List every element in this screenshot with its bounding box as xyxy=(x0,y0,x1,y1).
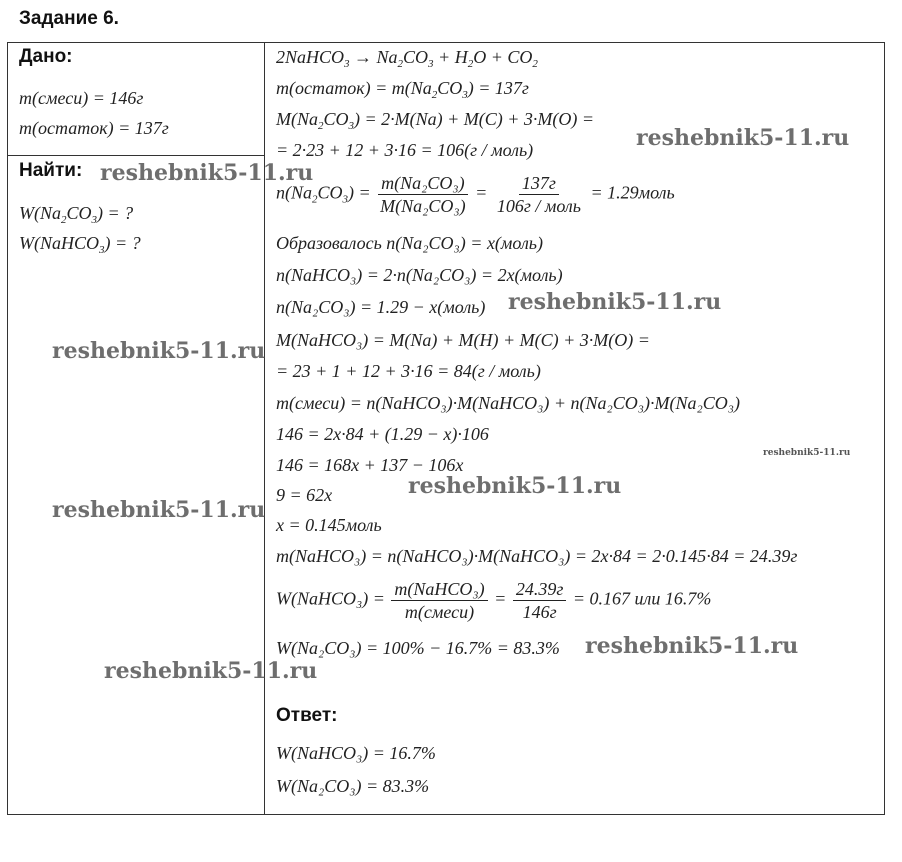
solution-line-13: 146 = 168x + 137 − 106x xyxy=(276,455,464,475)
answer-nahco3: W(NaHCO₃) = 16.7% xyxy=(276,743,436,763)
fraction-2439-over-146: $\frac{24.39г}{146г}$ xyxy=(513,579,567,622)
solution-line-11: m(смеси) = n(NaHCO₃)·M(NaHCO₃) + n(Na₂CO₃)·M(Na₂CO₃) xyxy=(276,393,741,413)
solution-table xyxy=(7,42,885,815)
find-na2co3: $W(Na_2CO_3)$ = ? xyxy=(19,203,134,226)
watermark: reshebnik5-11.ru xyxy=(636,125,850,151)
column-divider xyxy=(264,43,265,814)
solution-line-18: W(Na₂CO₃) = 100% − 16.7% = 83.3% xyxy=(276,638,560,658)
solution-line-8: n(Na₂CO₃) = 1.29 − x(моль) xyxy=(276,297,486,317)
solution-line-7: n(NaHCO₃) = 2·n(Na₂CO₃) = 2x(моль) xyxy=(276,265,563,285)
solution-line-16: m(NaHCO₃) = n(NaHCO₃)·M(NaHCO₃) = 2x·84 = 2·0.145·84 = 24.39г xyxy=(276,546,798,566)
watermark: reshebnik5-11.ru xyxy=(100,160,314,186)
given-header: Дано: xyxy=(19,46,73,67)
watermark: reshebnik5-11.ru xyxy=(104,658,318,684)
fraction-137-over-106: $\frac{137г}{\text{106г / моль}}$ xyxy=(496,173,581,216)
watermark: reshebnik5-11.ru xyxy=(585,633,799,659)
given-divider xyxy=(8,155,264,156)
task-title: Задание 6. xyxy=(19,8,119,29)
solution-line-4: = 2·23 + 12 + 3·16 = 106(г / моль) xyxy=(276,140,534,160)
answer-header: Ответ: xyxy=(276,705,338,726)
solution-line-5: $n(Na_2CO_3)$ = $\frac{\text{m(Na₂CO₃)}}{\text{M(Na₂CO₃)}}$ = $\frac{137г}{\text{106г / моль}}$ = 1.29моль xyxy=(276,173,675,216)
solution-line-2: m(остаток) = $m(Na_2CO_3) = 137г$ xyxy=(276,78,529,101)
reaction-equation: 2NaHCO$_3$ → $Na_2CO_3 + H_2O + CO_2$ xyxy=(276,47,538,70)
answer-na2co3: W(Na₂CO₃) = 83.3% xyxy=(276,776,430,796)
watermark: reshebnik5-11.ru xyxy=(508,289,722,315)
watermark: reshebnik5-11.ru xyxy=(408,473,622,499)
watermark: reshebnik5-11.ru xyxy=(52,497,266,523)
given-rest: m(остаток) = 137г xyxy=(19,118,169,138)
watermark: reshebnik5-11.ru xyxy=(52,338,266,364)
fraction-mass-over-mix: $\frac{\text{m(NaHCO₃)}}{\text{m(смеси)}}$ xyxy=(391,579,487,622)
solution-line-10: = 23 + 1 + 12 + 3·16 = 84(г / моль) xyxy=(276,361,541,381)
solution-line-9: M(NaHCO₃) = M(Na) + M(H) + M(C) + 3·M(O) = xyxy=(276,330,650,350)
solution-line-12: 146 = 2x·84 + (1.29 − x)·106 xyxy=(276,424,489,444)
solution-line-6: Образовалось n(Na₂CO₃) = x(моль) xyxy=(276,233,543,253)
solution-line-14: 9 = 62x xyxy=(276,485,333,505)
solution-line-3: $M(Na_2CO_3) = 2\cdot M(Na) + M(C) + 3\cdot M(O)$ = xyxy=(276,109,595,132)
solution-line-17: W(NaHCO₃) = $\frac{\text{m(NaHCO₃)}}{\text{m(смеси)}}$ = $\frac{24.39г}{146г}$ = 0.167 или 16.7% xyxy=(276,579,712,622)
fraction-m-over-M: $\frac{\text{m(Na₂CO₃)}}{\text{M(Na₂CO₃)}}$ xyxy=(380,173,466,216)
watermark-small: reshebnik5-11.ru xyxy=(763,448,851,458)
find-nahco3: W(NaHCO$_3$) = ? xyxy=(19,233,141,256)
solution-line-15: x = 0.145моль xyxy=(276,515,382,535)
find-header: Найти: xyxy=(19,160,83,181)
given-mix: m(смеси) = 146г xyxy=(19,88,144,108)
